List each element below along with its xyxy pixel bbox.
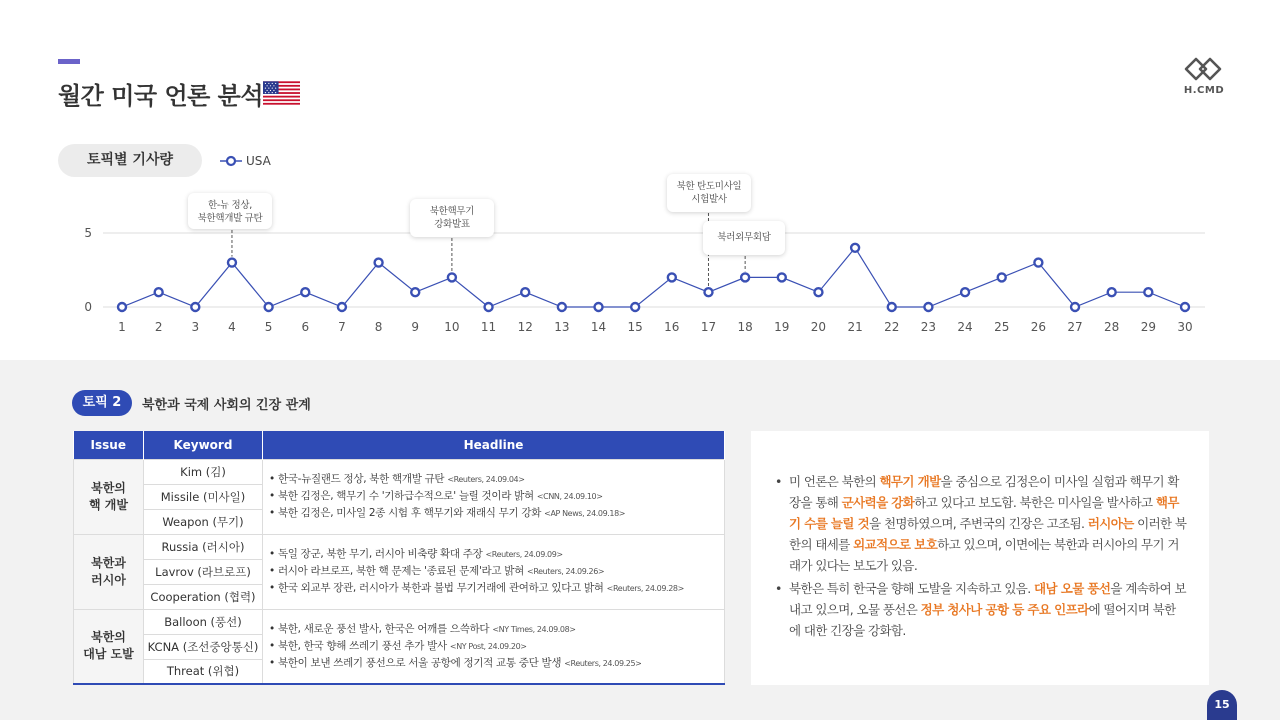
data-point [558,303,566,311]
topic-title: 북한과 국제 사회의 긴장 관계 [142,398,311,413]
x-tick-label: 14 [590,320,607,334]
keyword-cell: Weapon (무기) [144,509,263,534]
headline-cell [263,609,725,684]
data-point [704,288,712,296]
x-tick-label: 16 [664,320,680,334]
table-row [74,459,725,484]
data-point [924,303,932,311]
x-tick-label: 8 [374,320,383,334]
x-tick-label: 12 [517,320,533,334]
data-point [301,288,309,296]
callout-day-10 [410,199,494,237]
callout-text: 강화발표 [434,219,470,230]
keyword-cell: Lavrov (라브로프) [144,559,263,584]
x-tick-label: 29 [1140,320,1156,334]
x-tick-label: 13 [554,320,570,334]
data-point [778,273,786,281]
data-point [998,273,1006,281]
headline-item: • 독일 장군, 북한 무기, 러시아 비축량 확대 주장 <Reuters, 24.09.09> [269,546,724,563]
issue-table [73,431,725,685]
data-point [668,273,676,281]
data-point [448,273,456,281]
summary-box [751,431,1209,685]
x-tick-label: 3 [191,320,200,334]
legend-label: USA [246,154,271,168]
logo-text: H.CMD [1183,85,1225,96]
issue-text: 북한과 [91,555,126,570]
data-point [851,244,859,252]
x-tick-label: 6 [301,320,310,334]
x-tick-label: 9 [411,320,420,334]
header-keyword: Keyword [144,431,263,459]
x-tick-label: 5 [264,320,273,334]
headline-item: • 북한이 보낸 쓰레기 풍선으로 서울 공항에 정기적 교통 중단 발생 <Reuters, 24.09.25> [269,655,724,672]
issue-cell [74,609,144,684]
headline-item: • 북한 김정은, 미사일 2종 시험 후 핵무기와 재래식 무기 강화 <AP News, 24.09.18> [269,505,724,522]
headline-item: • 한국-뉴질랜드 정상, 북한 핵개발 규탄 <Reuters, 24.09.04> [269,471,724,488]
summary-paragraph: • 북한은 특히 한국을 향해 도발을 지속하고 있음. 대남 오물 풍선을 계속하여 보내고 있으며, 오물 풍선은 정부 청사나 공항 등 주요 인프라에 떨어지며 북한에 대한 긴장을 강화함. [775,578,1187,641]
x-tick-label: 27 [1067,320,1083,334]
issue-text: 대남 도발 [83,647,134,662]
us-flag-icon [263,81,300,105]
issue-text: 북한의 [91,630,126,645]
keyword-cell: Balloon (풍선) [144,609,263,634]
keyword-cell: Threat (위협) [144,659,263,684]
data-point [814,288,822,296]
callout-text: 북한핵무기 [429,206,475,217]
data-point [118,303,126,311]
chart-legend [220,152,271,170]
x-tick-label: 25 [994,320,1010,334]
issue-text: 핵 개발 [89,497,128,512]
y-tick-label: 0 [84,300,92,314]
x-tick-label: 10 [444,320,460,334]
data-point [631,303,639,311]
issue-text: 러시아 [91,572,126,587]
data-point [1034,259,1042,267]
table-row [74,609,725,634]
issue-text: 북한의 [91,480,126,495]
data-point [1181,303,1189,311]
chart-section-label: 토픽별 기사량 [58,144,202,177]
data-point [1071,303,1079,311]
table-row [74,534,725,559]
x-tick-label: 15 [627,320,643,334]
series-line-usa [122,248,1185,307]
x-tick-label: 24 [957,320,973,334]
headline-cell [263,459,725,534]
x-tick-label: 18 [737,320,753,334]
data-point [1108,288,1116,296]
title-accent-bar [58,59,80,64]
x-tick-label: 21 [847,320,863,334]
data-point [888,303,896,311]
data-point [1144,288,1152,296]
data-point [191,303,199,311]
data-point [411,288,419,296]
x-tick-label: 30 [1177,320,1193,334]
x-tick-label: 17 [700,320,717,334]
headline-item: • 북한, 한국 향해 쓰레기 풍선 추가 발사 <NY Post, 24.09.20> [269,638,724,655]
callout-text: 한-뉴 정상, [207,200,253,211]
x-tick-label: 4 [228,320,236,334]
keyword-cell: KCNA (조선중앙통신) [144,634,263,659]
summary-paragraph: • 미 언론은 북한의 핵무기 개발을 중심으로 김정은이 미사일 실험과 핵무기 확장을 통해 군사력을 강화하고 있다고 보도함. 북한은 미사일을 발사하고 핵무기 수를 늘릴 것을 천명하였으며, 주변국의 긴장은 고조됨. 러시아는 이러한 북한의 태세를 외교적으로 보호하고 있으며, 이면에는 북한과 러시아의 무기 거래가 있다는 보도가 있음. [775,471,1187,576]
x-tick-label: 7 [338,320,346,334]
header-headline: Headline [263,431,725,459]
callout-text: 시험발사 [691,194,727,205]
x-tick-label: 2 [154,320,163,334]
x-tick-label: 26 [1030,320,1047,334]
data-point [338,303,346,311]
callout-day-4 [188,193,272,229]
callout-text: 북한핵개발 규탄 [197,213,263,224]
data-point [375,259,383,267]
headline-cell [263,534,725,609]
data-point [741,273,749,281]
keyword-cell: Kim (김) [144,459,263,484]
x-tick-label: 20 [810,320,827,334]
issue-cell [74,459,144,534]
x-tick-label: 19 [774,320,790,334]
keyword-cell: Cooperation (협력) [144,584,263,609]
legend-marker-icon [220,155,242,167]
x-tick-label: 1 [118,320,126,334]
header-issue: Issue [74,431,144,459]
x-tick-label: 22 [884,320,900,334]
keyword-cell: Missile (미사일) [144,484,263,509]
data-point [595,303,603,311]
x-tick-label: 23 [920,320,937,334]
x-tick-label: 28 [1104,320,1120,334]
headline-item: • 북한, 새로운 풍선 발사, 한국은 어깨를 으쓱하다 <NY Times, 24.09.08> [269,621,724,638]
keyword-cell: Russia (러시아) [144,534,263,559]
page-title: 월간 미국 언론 분석 [58,82,264,110]
table-header-row [74,431,725,459]
data-point [228,259,236,267]
data-point [521,288,529,296]
callout-text: 북러외무회담 [717,232,771,243]
headline-item: • 한국 외교부 장관, 러시아가 북한과 불법 무기거래에 관여하고 있다고 밝혀 <Reuters, 24.09.28> [269,580,724,597]
headline-item: • 북한 김정은, 핵무기 수 '기하급수적으로' 늘릴 것이라 밝혀 <CNN, 24.09.10> [269,488,724,505]
headline-item: • 러시아 라브로프, 북한 핵 문제는 '종료된 문제'라고 밝혀 <Reuters, 24.09.26> [269,563,724,580]
data-point [155,288,163,296]
callout-day-17 [667,174,751,212]
page-number: 15 [1207,690,1237,720]
issue-cell [74,534,144,609]
data-point [961,288,969,296]
data-point [485,303,493,311]
x-tick-label: 11 [480,320,497,334]
topic-badge: 토픽 2 [72,390,132,416]
y-tick-label: 5 [84,226,92,240]
data-point [265,303,273,311]
callout-text: 북한 탄도미사일 [676,181,742,192]
callout-day-18 [703,221,785,255]
